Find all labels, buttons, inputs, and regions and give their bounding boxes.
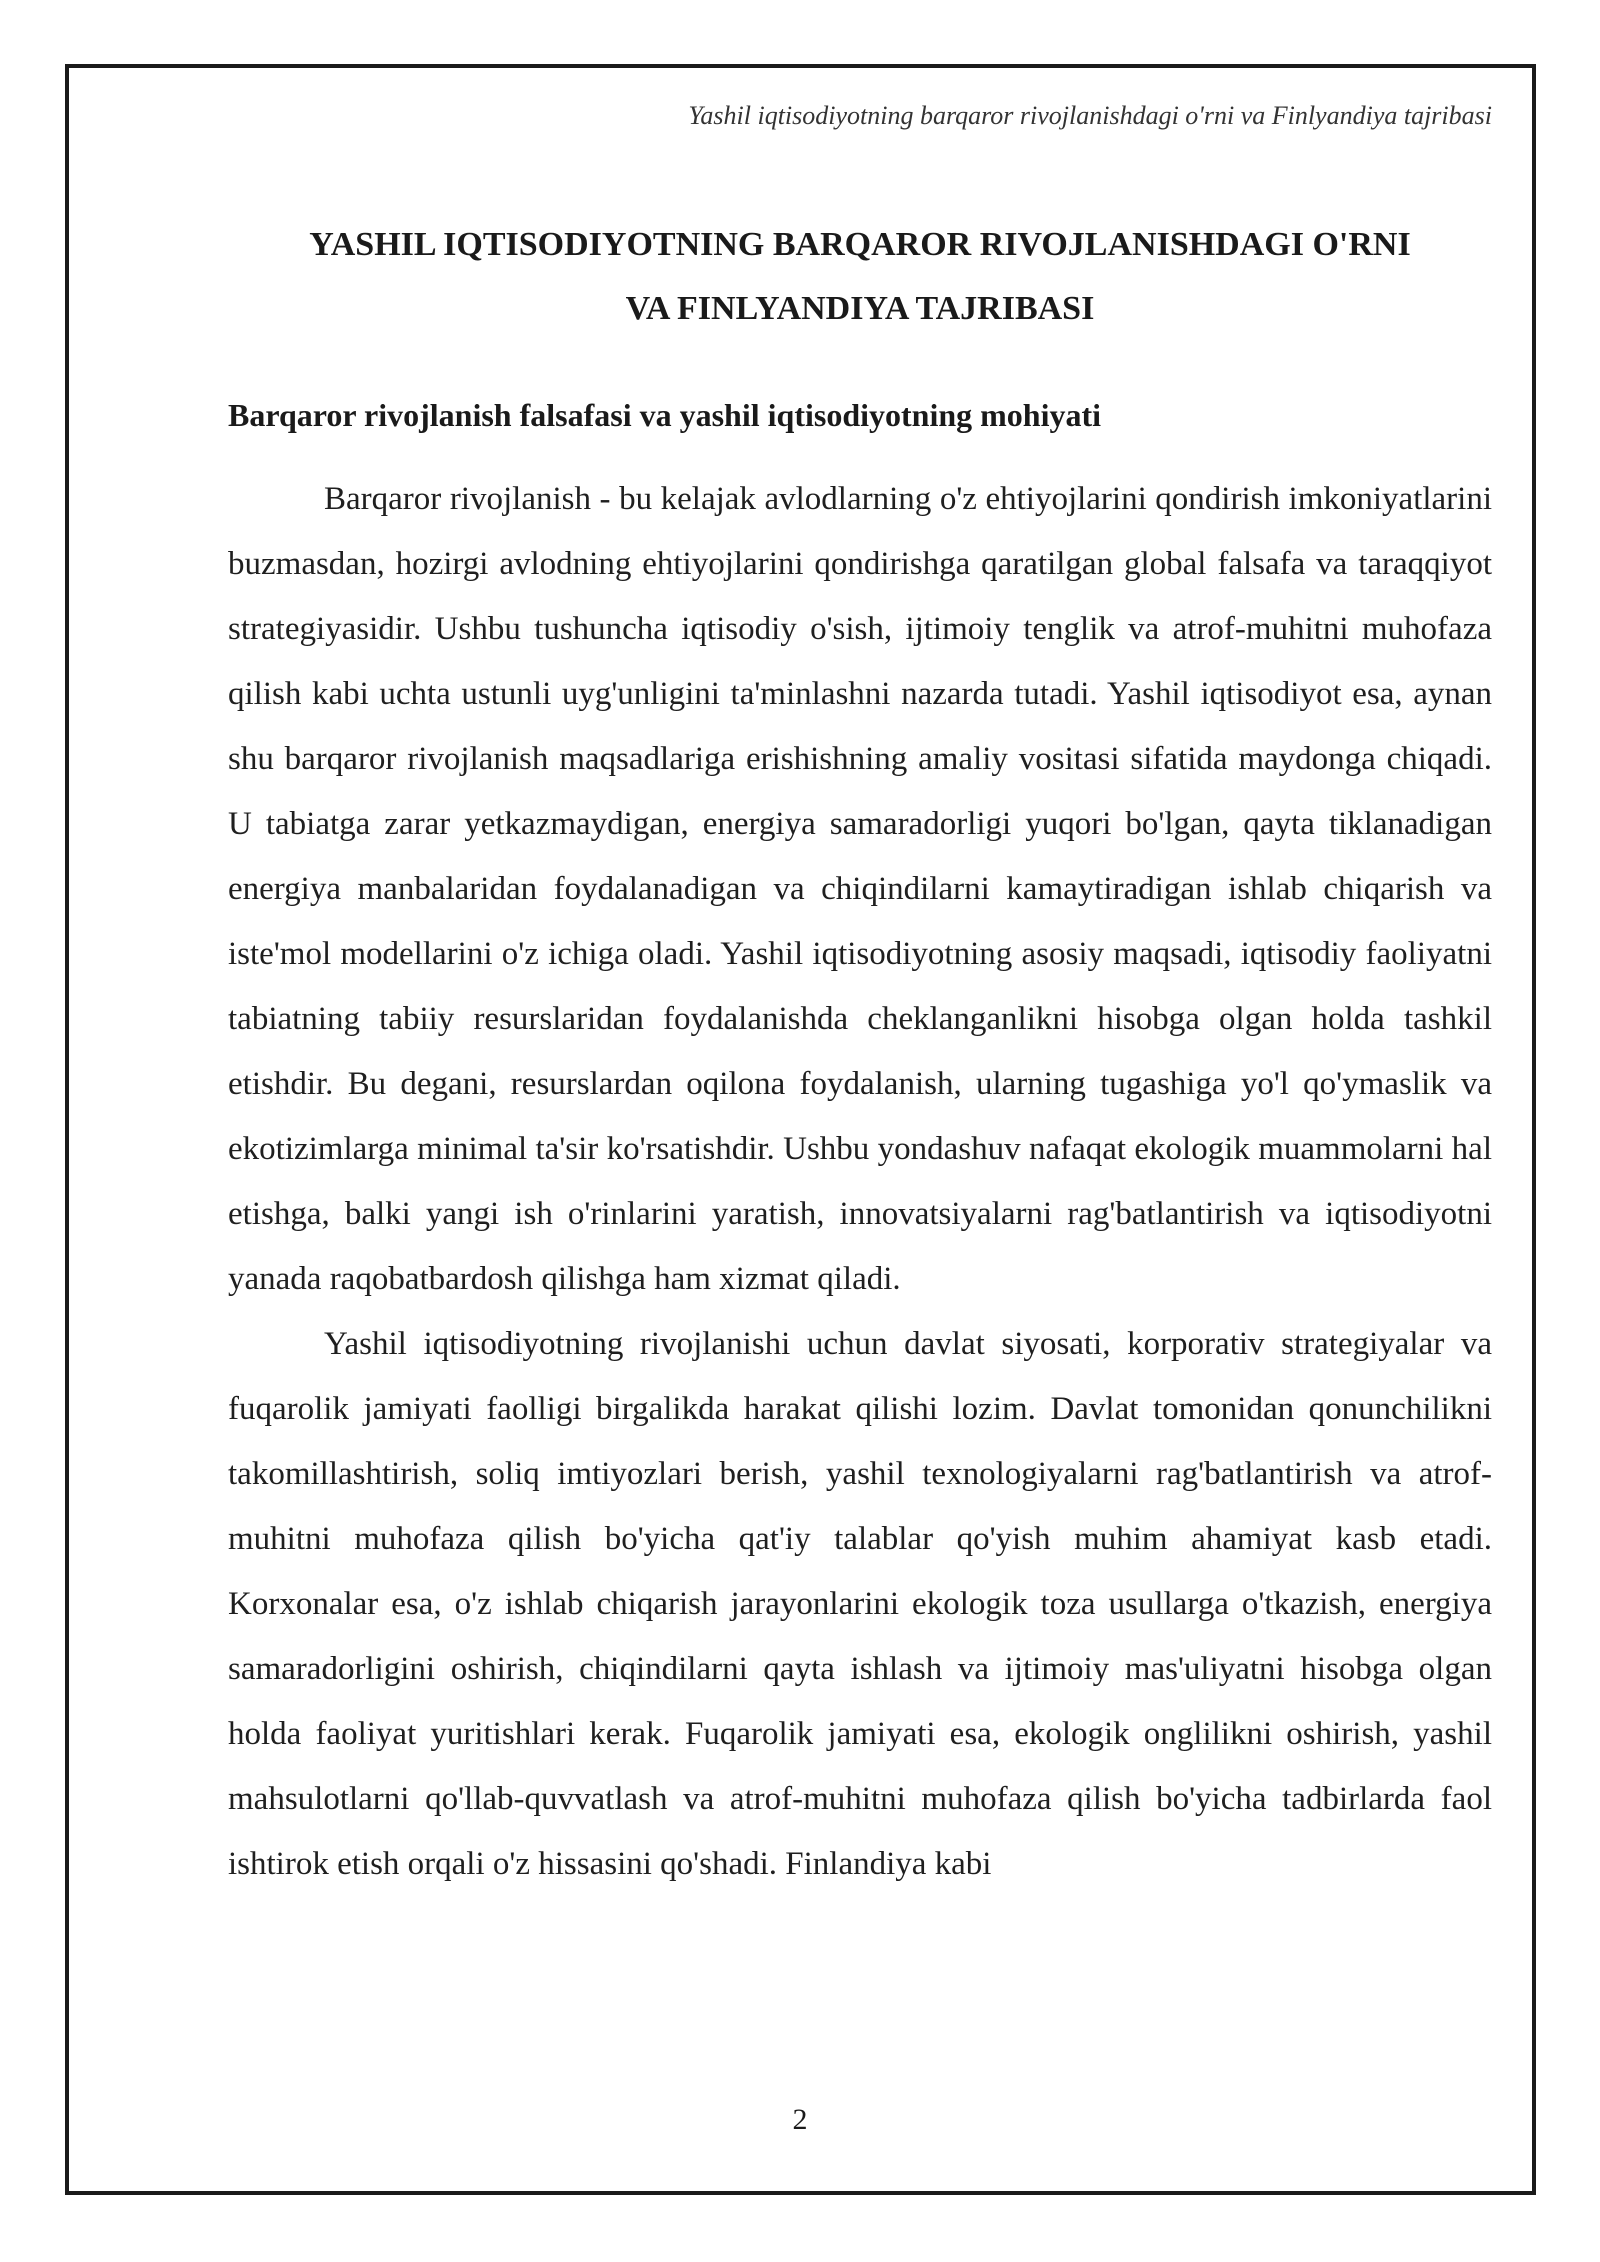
running-header: Yashil iqtisodiyotning barqaror rivojlanishdagi o'rni va Finlyandiya tajribasi <box>688 101 1492 130</box>
body-text <box>228 467 1492 1897</box>
paragraph-1: Barqaror rivojlanish - bu kelajak avlodlarning o'z ehtiyojlarini qondirish imkoniyatlarini buzmasdan, hozirgi avlodning ehtiyojlarini qondirishga qaratilgan global falsafa va taraqqiyot strategiyasidir. Ushbu tushuncha iqtisodiy o'sish, ijtimoiy tenglik va atrof-muhitni muhofaza qilish kabi uchta ustunli uyg'unligini ta'minlashni nazarda tutadi. Yashil iqtisodiyot esa, aynan shu barqaror rivojlanish maqsadlariga erishishning amaliy vositasi sifatida maydonga chiqadi. U tabiatga zarar yetkazmaydigan, energiya samaradorligi yuqori bo'lgan, qayta tiklanadigan energiya manbalaridan foydalanadigan va chiqindilarni kamaytiradigan ishlab chiqarish va iste'mol modellarini o'z ichiga oladi. Yashil iqtisodiyotning asosiy maqsadi, iqtisodiy faoliyatni tabiatning tabiiy resurslaridan foydalanishda cheklanganlikni hisobga olgan holda tashkil etishdir. Bu degani, resurslardan oqilona foydalanish, ularning tugashiga yo'l qo'ymaslik va ekotizimlarga minimal ta'sir ko'rsatishdir. Ushbu yondashuv nafaqat ekologik muammolarni hal etishga, balki yangi ish o'rinlarini yaratish, innovatsiyalarni rag'batlantirish va iqtisodiyotni yanada raqobatbardosh qilishga ham xizmat qiladi. <box>228 481 1492 1297</box>
document-title-line-1: YASHIL IQTISODIYOTNING BARQAROR RIVOJLANISHDAGI O'RNI <box>309 226 1411 263</box>
section-heading: Barqaror rivojlanish falsafasi va yashil iqtisodiyotning mohiyati <box>228 397 1102 433</box>
paragraph-2: Yashil iqtisodiyotning rivojlanishi uchun davlat siyosati, korporativ strategiyalar va fuqarolik jamiyati faolligi birgalikda harakat qilishi lozim. Davlat tomonidan qonunchilikni takomillashtirish, soliq imtiyozlari berish, yashil texnologiyalarni rag'batlantirish va atrof-muhitni muhofaza qilish bo'yicha qat'iy talablar qo'yish muhim ahamiyat kasb etadi. Korxonalar esa, o'z ishlab chiqarish jarayonlarini ekologik toza usullarga o'tkazish, energiya samaradorligini oshirish, chiqindilarni qayta ishlash va ijtimoiy mas'uliyatni hisobga olgan holda faoliyat yuritishlari kerak. Fuqarolik jamiyati esa, ekologik onglilikni oshirish, yashil mahsulotlarni qo'llab-quvvatlash va atrof-muhitni muhofaza qilish bo'yicha tadbirlarda faol ishtirok etish orqali o'z hissasini qo'shadi. Finlandiya kabi <box>228 1326 1492 1882</box>
page-number: 2 <box>792 2103 808 2136</box>
document-title-line-2: VA FINLYANDIYA TAJRIBASI <box>625 290 1095 327</box>
document-title <box>228 213 1492 341</box>
